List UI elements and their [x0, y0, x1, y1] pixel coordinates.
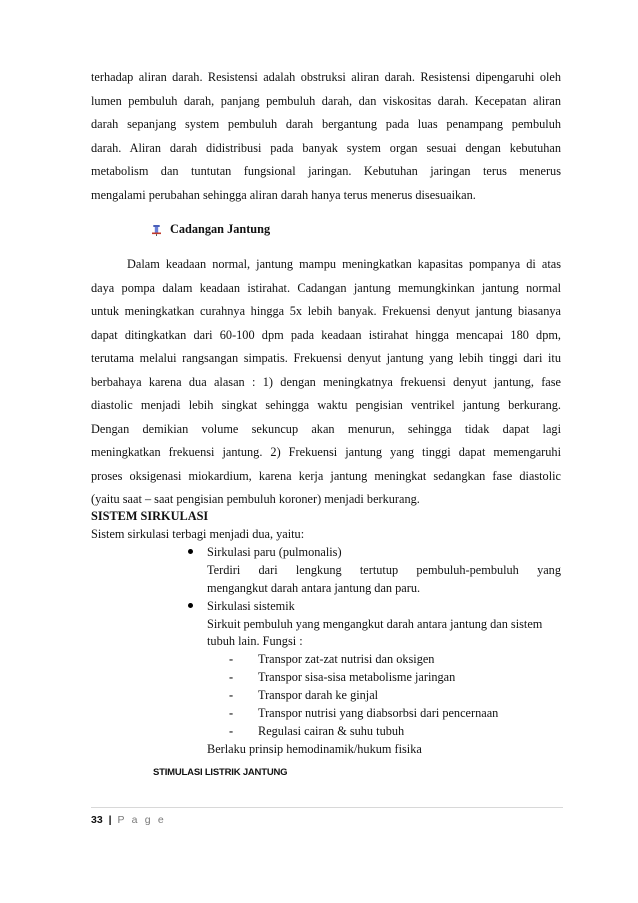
cadangan-line: Dalam keadaan normal, jantung mampu meningkatkan kapasitas pompanya di atas [127, 257, 561, 271]
sistemik-desc: tubuh lain. Fungsi : [207, 634, 303, 648]
page-label: P a g e [117, 814, 166, 826]
cadangan-line: Dengan demikian volume sekuncup akan menurun, sehingga tidak dapat lagi [91, 421, 561, 436]
cadangan-line: daya pompa dalam keadaan istirahat. Cadangan jantung memungkinkan jantung normal [91, 280, 561, 295]
intro-line: metabolism dan tuntutan fungsional jaringan. Kebutuhan jaringan terus menerus [91, 164, 561, 178]
function-item: Regulasi cairan & suhu tubuh [258, 724, 405, 738]
page-footer [91, 813, 166, 827]
dash-marker: - [229, 688, 234, 702]
cadangan-heading-text: Cadangan Jantung [170, 222, 271, 236]
pushpin-icon [150, 223, 162, 235]
paru-word: Terdiri [207, 563, 241, 577]
bullet-icon [188, 603, 193, 608]
stimulasi-heading: STIMULASI LISTRIK JANTUNG [153, 767, 288, 778]
cadangan-line: meningkatkan frekuensi jantung. 2) Frekuensi jantung yang tinggi dapat memengaruhi [91, 445, 561, 459]
paru-desc-line2: mengangkut darah antara jantung dan paru. [207, 581, 421, 595]
footer-divider [91, 807, 563, 808]
function-item: Transpor darah ke ginjal [258, 688, 379, 702]
intro-line: mengalami perubahan sehingga aliran darah hanya terus menerus disesuaikan. [91, 187, 476, 202]
paru-word: dari [258, 563, 278, 577]
cadangan-line: proses oksigenasi miokardium, karena kerja jantung meningkat sedangkan fase diastolic [91, 468, 561, 483]
footer-separator: | [108, 814, 112, 826]
paru-desc-line [207, 561, 561, 579]
cadangan-line: berbahaya karena dua alasan : 1) dengan meningkatnya frekuensi denyut jantung, fase [91, 374, 561, 389]
paru-word: pembuluh-pembuluh [416, 563, 519, 577]
sistem-intro: Sistem sirkulasi terbagi menjadi dua, yaitu: [91, 527, 305, 541]
paru-word: lengkung [295, 563, 342, 577]
page-number: 33 [91, 814, 103, 826]
cadangan-line: dapat ditingkatkan dari 60-100 dpm pada keadaan istirahat hingga mencapai 180 dpm, [91, 327, 561, 342]
dash-marker: - [229, 706, 234, 720]
sistem-heading: SISTEM SIRKULASI [91, 509, 209, 523]
paru-title: Sirkulasi paru (pulmonalis) [207, 545, 342, 559]
intro-line: darah. Aliran darah didistribusi pada banyak system organ sesuai dengan kebutuhan [91, 140, 561, 155]
bullet-icon [188, 549, 193, 554]
sistemik-desc: Sirkuit pembuluh yang mengangkut darah antara jantung dan sistem [207, 617, 543, 631]
cadangan-line: (yaitu saat – saat pengisian pembuluh koroner) menjadi berkurang. [91, 492, 420, 506]
dash-marker: - [229, 724, 234, 738]
function-item: Transpor sisa-sisa metabolisme jaringan [258, 670, 456, 684]
intro-paragraph [91, 66, 561, 207]
sistemik-title: Sirkulasi sistemik [207, 599, 295, 613]
cadangan-line: diastolic menjadi lebih singkat sehingga waktu pengisian ventrikel jantung berkurang. [91, 398, 561, 412]
intro-line: terhadap aliran darah. Resistensi adalah obstruksi aliran darah. Resistensi dipengaruhi oleh [91, 70, 561, 84]
function-item: Transpor nutrisi yang diabsorbsi dari pencernaan [258, 706, 499, 720]
cadangan-line: terutama melalui rangsangan simpatis. Frekuensi denyut jantung yang lebih tinggi dari itu [91, 351, 561, 365]
dash-marker: - [229, 652, 234, 666]
intro-line: darah sepanjang system pembuluh darah bergantung pada luas penampang pembuluh [91, 117, 561, 131]
paru-word: tertutup [359, 563, 399, 577]
dash-marker: - [229, 670, 234, 684]
cadangan-heading [150, 220, 270, 238]
function-item: Transpor zat-zat nutrisi dan oksigen [258, 652, 435, 666]
cadangan-paragraph [91, 253, 561, 512]
paru-word: yang [537, 563, 561, 577]
cadangan-line: untuk meningkatkan curahnya hingga 5x lebih banyak. Frekuensi denyut jantung biasanya [91, 304, 561, 318]
sistemik-note: Berlaku prinsip hemodinamik/hukum fisika [207, 742, 422, 756]
intro-line: lumen pembuluh darah, panjang pembuluh darah, dan viskositas darah. Kecepatan aliran [91, 93, 561, 108]
